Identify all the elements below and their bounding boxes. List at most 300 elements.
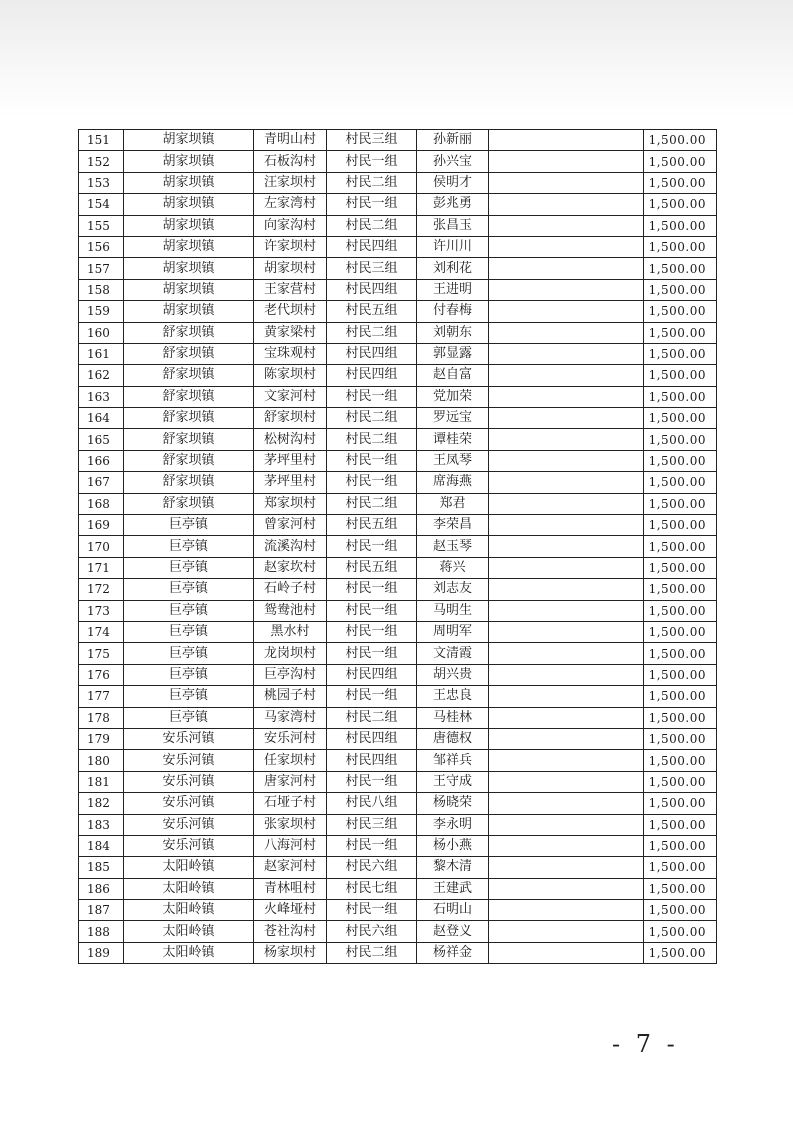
note-cell [489,258,644,279]
note-cell [489,686,644,707]
group-cell: 村民三组 [327,258,417,279]
amount-cell: 1,500.00 [644,900,717,921]
person-name-cell: 罗远宝 [417,408,489,429]
town-cell: 舒家坝镇 [124,450,254,471]
person-name-cell: 李永明 [417,814,489,835]
village-cell: 陈家坝村 [254,365,327,386]
note-cell [489,771,644,792]
village-cell: 舒家坝村 [254,408,327,429]
note-cell [489,878,644,899]
amount-cell: 1,500.00 [644,728,717,749]
group-cell: 村民二组 [327,429,417,450]
table-row [79,793,717,814]
person-name-cell: 赵登义 [417,921,489,942]
amount-cell: 1,500.00 [644,450,717,471]
village-cell: 茅坪里村 [254,450,327,471]
village-cell: 青明山村 [254,130,327,151]
village-cell: 任家坝村 [254,750,327,771]
person-name-cell: 彭兆勇 [417,194,489,215]
group-cell: 村民二组 [327,322,417,343]
village-cell: 黄家梁村 [254,322,327,343]
town-cell: 太阳岭镇 [124,942,254,963]
row-number-cell: 154 [79,194,124,215]
table-row [79,194,717,215]
table-row [79,343,717,364]
town-cell: 巨亭镇 [124,536,254,557]
village-cell: 曾家河村 [254,515,327,536]
person-name-cell: 王凤琴 [417,450,489,471]
amount-cell: 1,500.00 [644,301,717,322]
town-cell: 巨亭镇 [124,515,254,536]
town-cell: 巨亭镇 [124,621,254,642]
note-cell [489,450,644,471]
town-cell: 安乐河镇 [124,750,254,771]
amount-cell: 1,500.00 [644,557,717,578]
person-name-cell: 胡兴贵 [417,664,489,685]
town-cell: 安乐河镇 [124,835,254,856]
note-cell [489,365,644,386]
person-name-cell: 杨晓荣 [417,793,489,814]
town-cell: 胡家坝镇 [124,258,254,279]
group-cell: 村民五组 [327,557,417,578]
person-name-cell: 侯明才 [417,172,489,193]
village-cell: 巨亭沟村 [254,664,327,685]
person-name-cell: 孙新丽 [417,130,489,151]
town-cell: 太阳岭镇 [124,900,254,921]
amount-cell: 1,500.00 [644,707,717,728]
town-cell: 舒家坝镇 [124,386,254,407]
town-cell: 安乐河镇 [124,814,254,835]
note-cell [489,921,644,942]
table-row [79,301,717,322]
person-name-cell: 文清霞 [417,643,489,664]
row-number-cell: 167 [79,472,124,493]
amount-cell: 1,500.00 [644,236,717,257]
village-cell: 黑水村 [254,621,327,642]
town-cell: 胡家坝镇 [124,215,254,236]
note-cell [489,215,644,236]
town-cell: 太阳岭镇 [124,857,254,878]
amount-cell: 1,500.00 [644,343,717,364]
row-number-cell: 185 [79,857,124,878]
person-name-cell: 刘利花 [417,258,489,279]
town-cell: 胡家坝镇 [124,172,254,193]
group-cell: 村民四组 [327,664,417,685]
note-cell [489,857,644,878]
amount-cell: 1,500.00 [644,493,717,514]
village-cell: 八海河村 [254,835,327,856]
village-cell: 向家沟村 [254,215,327,236]
table-row [79,322,717,343]
village-cell: 文家河村 [254,386,327,407]
amount-cell: 1,500.00 [644,386,717,407]
town-cell: 巨亭镇 [124,579,254,600]
note-cell [489,664,644,685]
group-cell: 村民三组 [327,814,417,835]
amount-cell: 1,500.00 [644,835,717,856]
note-cell [489,814,644,835]
group-cell: 村民一组 [327,771,417,792]
note-cell [489,194,644,215]
amount-cell: 1,500.00 [644,921,717,942]
row-number-cell: 158 [79,279,124,300]
roster-body [79,130,717,964]
amount-cell: 1,500.00 [644,515,717,536]
row-number-cell: 152 [79,151,124,172]
village-cell: 流溪沟村 [254,536,327,557]
table-row [79,579,717,600]
row-number-cell: 156 [79,236,124,257]
table-row [79,279,717,300]
note-cell [489,643,644,664]
table-row [79,878,717,899]
table-row [79,450,717,471]
page-number: - 7 - [612,1030,679,1058]
amount-cell: 1,500.00 [644,429,717,450]
group-cell: 村民四组 [327,343,417,364]
table-row [79,536,717,557]
person-name-cell: 王守成 [417,771,489,792]
village-cell: 石岭子村 [254,579,327,600]
table-row [79,515,717,536]
person-name-cell: 石明山 [417,900,489,921]
person-name-cell: 唐德权 [417,728,489,749]
table-row [79,921,717,942]
village-cell: 马家湾村 [254,707,327,728]
row-number-cell: 188 [79,921,124,942]
person-name-cell: 杨小燕 [417,835,489,856]
village-cell: 龙岗坝村 [254,643,327,664]
group-cell: 村民一组 [327,536,417,557]
row-number-cell: 164 [79,408,124,429]
row-number-cell: 179 [79,728,124,749]
town-cell: 舒家坝镇 [124,493,254,514]
note-cell [489,130,644,151]
amount-cell: 1,500.00 [644,151,717,172]
person-name-cell: 席海燕 [417,472,489,493]
group-cell: 村民二组 [327,493,417,514]
group-cell: 村民五组 [327,515,417,536]
group-cell: 村民四组 [327,279,417,300]
town-cell: 巨亭镇 [124,600,254,621]
table-row [79,643,717,664]
group-cell: 村民三组 [327,130,417,151]
person-name-cell: 蒋兴 [417,557,489,578]
table-row [79,236,717,257]
amount-cell: 1,500.00 [644,621,717,642]
group-cell: 村民四组 [327,750,417,771]
village-cell: 郑家坝村 [254,493,327,514]
row-number-cell: 168 [79,493,124,514]
note-cell [489,835,644,856]
row-number-cell: 155 [79,215,124,236]
person-name-cell: 马桂林 [417,707,489,728]
note-cell [489,408,644,429]
row-number-cell: 171 [79,557,124,578]
note-cell [489,236,644,257]
village-cell: 赵家坎村 [254,557,327,578]
row-number-cell: 157 [79,258,124,279]
person-name-cell: 王建武 [417,878,489,899]
village-cell: 茅坪里村 [254,472,327,493]
table-row [79,664,717,685]
row-number-cell: 178 [79,707,124,728]
note-cell [489,793,644,814]
table-row [79,365,717,386]
row-number-cell: 184 [79,835,124,856]
town-cell: 胡家坝镇 [124,236,254,257]
row-number-cell: 187 [79,900,124,921]
group-cell: 村民一组 [327,600,417,621]
village-cell: 张家坝村 [254,814,327,835]
town-cell: 巨亭镇 [124,686,254,707]
row-number-cell: 186 [79,878,124,899]
amount-cell: 1,500.00 [644,472,717,493]
amount-cell: 1,500.00 [644,172,717,193]
town-cell: 舒家坝镇 [124,429,254,450]
amount-cell: 1,500.00 [644,643,717,664]
table-row [79,130,717,151]
table-row [79,258,717,279]
note-cell [489,515,644,536]
group-cell: 村民五组 [327,301,417,322]
group-cell: 村民六组 [327,857,417,878]
table-row [79,900,717,921]
row-number-cell: 165 [79,429,124,450]
town-cell: 舒家坝镇 [124,365,254,386]
person-name-cell: 谭桂荣 [417,429,489,450]
village-cell: 汪家坝村 [254,172,327,193]
amount-cell: 1,500.00 [644,750,717,771]
village-cell: 鸳鸯池村 [254,600,327,621]
person-name-cell: 党加荣 [417,386,489,407]
note-cell [489,322,644,343]
amount-cell: 1,500.00 [644,814,717,835]
amount-cell: 1,500.00 [644,664,717,685]
town-cell: 安乐河镇 [124,793,254,814]
group-cell: 村民一组 [327,621,417,642]
village-cell: 老代坝村 [254,301,327,322]
town-cell: 巨亭镇 [124,557,254,578]
group-cell: 村民四组 [327,365,417,386]
person-name-cell: 张昌玉 [417,215,489,236]
group-cell: 村民七组 [327,878,417,899]
note-cell [489,557,644,578]
table-row [79,600,717,621]
village-cell: 桃园子村 [254,686,327,707]
person-name-cell: 马明生 [417,600,489,621]
village-cell: 安乐河村 [254,728,327,749]
note-cell [489,343,644,364]
table-row [79,172,717,193]
village-cell: 宝珠观村 [254,343,327,364]
amount-cell: 1,500.00 [644,365,717,386]
amount-cell: 1,500.00 [644,215,717,236]
note-cell [489,472,644,493]
person-name-cell: 赵玉琴 [417,536,489,557]
note-cell [489,429,644,450]
note-cell [489,900,644,921]
row-number-cell: 159 [79,301,124,322]
row-number-cell: 173 [79,600,124,621]
table-row [79,728,717,749]
town-cell: 安乐河镇 [124,728,254,749]
amount-cell: 1,500.00 [644,579,717,600]
note-cell [489,301,644,322]
table-row [79,857,717,878]
amount-cell: 1,500.00 [644,258,717,279]
row-number-cell: 161 [79,343,124,364]
table-row [79,215,717,236]
table-row [79,686,717,707]
person-name-cell: 李荣昌 [417,515,489,536]
amount-cell: 1,500.00 [644,322,717,343]
amount-cell: 1,500.00 [644,408,717,429]
village-cell: 松树沟村 [254,429,327,450]
row-number-cell: 166 [79,450,124,471]
table-row [79,386,717,407]
group-cell: 村民一组 [327,579,417,600]
amount-cell: 1,500.00 [644,279,717,300]
note-cell [489,493,644,514]
town-cell: 胡家坝镇 [124,194,254,215]
town-cell: 安乐河镇 [124,771,254,792]
table-row [79,472,717,493]
group-cell: 村民二组 [327,215,417,236]
note-cell [489,600,644,621]
town-cell: 巨亭镇 [124,664,254,685]
village-cell: 许家坝村 [254,236,327,257]
town-cell: 胡家坝镇 [124,151,254,172]
row-number-cell: 151 [79,130,124,151]
row-number-cell: 169 [79,515,124,536]
person-name-cell: 孙兴宝 [417,151,489,172]
group-cell: 村民四组 [327,236,417,257]
village-cell: 石垭子村 [254,793,327,814]
row-number-cell: 176 [79,664,124,685]
group-cell: 村民一组 [327,194,417,215]
group-cell: 村民四组 [327,728,417,749]
row-number-cell: 182 [79,793,124,814]
town-cell: 胡家坝镇 [124,279,254,300]
person-name-cell: 郑君 [417,493,489,514]
table-row [79,151,717,172]
table-row [79,835,717,856]
village-cell: 左家湾村 [254,194,327,215]
amount-cell: 1,500.00 [644,130,717,151]
amount-cell: 1,500.00 [644,793,717,814]
town-cell: 舒家坝镇 [124,322,254,343]
amount-cell: 1,500.00 [644,942,717,963]
row-number-cell: 163 [79,386,124,407]
row-number-cell: 170 [79,536,124,557]
person-name-cell: 黎木清 [417,857,489,878]
group-cell: 村民一组 [327,151,417,172]
person-name-cell: 许川川 [417,236,489,257]
town-cell: 舒家坝镇 [124,408,254,429]
amount-cell: 1,500.00 [644,194,717,215]
table-row [79,493,717,514]
town-cell: 太阳岭镇 [124,921,254,942]
person-name-cell: 王忠良 [417,686,489,707]
town-cell: 太阳岭镇 [124,878,254,899]
note-cell [489,172,644,193]
table-row [79,814,717,835]
table-row [79,750,717,771]
group-cell: 村民一组 [327,472,417,493]
person-name-cell: 刘志友 [417,579,489,600]
town-cell: 舒家坝镇 [124,472,254,493]
row-number-cell: 172 [79,579,124,600]
amount-cell: 1,500.00 [644,600,717,621]
person-name-cell: 邹祥兵 [417,750,489,771]
group-cell: 村民二组 [327,172,417,193]
group-cell: 村民一组 [327,835,417,856]
note-cell [489,707,644,728]
row-number-cell: 189 [79,942,124,963]
table-row [79,771,717,792]
group-cell: 村民一组 [327,686,417,707]
village-cell: 杨家坝村 [254,942,327,963]
group-cell: 村民一组 [327,386,417,407]
amount-cell: 1,500.00 [644,857,717,878]
amount-cell: 1,500.00 [644,686,717,707]
subsidy-roster-table [78,129,717,964]
table-row [79,621,717,642]
row-number-cell: 175 [79,643,124,664]
town-cell: 舒家坝镇 [124,343,254,364]
town-cell: 胡家坝镇 [124,301,254,322]
amount-cell: 1,500.00 [644,536,717,557]
table-row [79,707,717,728]
village-cell: 火峰垭村 [254,900,327,921]
person-name-cell: 杨祥金 [417,942,489,963]
note-cell [489,942,644,963]
person-name-cell: 赵自富 [417,365,489,386]
amount-cell: 1,500.00 [644,771,717,792]
town-cell: 胡家坝镇 [124,130,254,151]
village-cell: 苍社沟村 [254,921,327,942]
village-cell: 王家营村 [254,279,327,300]
person-name-cell: 刘朝东 [417,322,489,343]
person-name-cell: 周明军 [417,621,489,642]
row-number-cell: 174 [79,621,124,642]
village-cell: 赵家河村 [254,857,327,878]
village-cell: 青林咀村 [254,878,327,899]
note-cell [489,151,644,172]
row-number-cell: 160 [79,322,124,343]
group-cell: 村民一组 [327,900,417,921]
note-cell [489,750,644,771]
table-row [79,429,717,450]
scan-top-shading [0,0,793,118]
group-cell: 村民六组 [327,921,417,942]
note-cell [489,621,644,642]
row-number-cell: 162 [79,365,124,386]
village-cell: 胡家坝村 [254,258,327,279]
table-row [79,557,717,578]
note-cell [489,728,644,749]
amount-cell: 1,500.00 [644,878,717,899]
row-number-cell: 180 [79,750,124,771]
town-cell: 巨亭镇 [124,707,254,728]
row-number-cell: 177 [79,686,124,707]
village-cell: 石板沟村 [254,151,327,172]
group-cell: 村民一组 [327,450,417,471]
note-cell [489,386,644,407]
note-cell [489,279,644,300]
group-cell: 村民二组 [327,942,417,963]
